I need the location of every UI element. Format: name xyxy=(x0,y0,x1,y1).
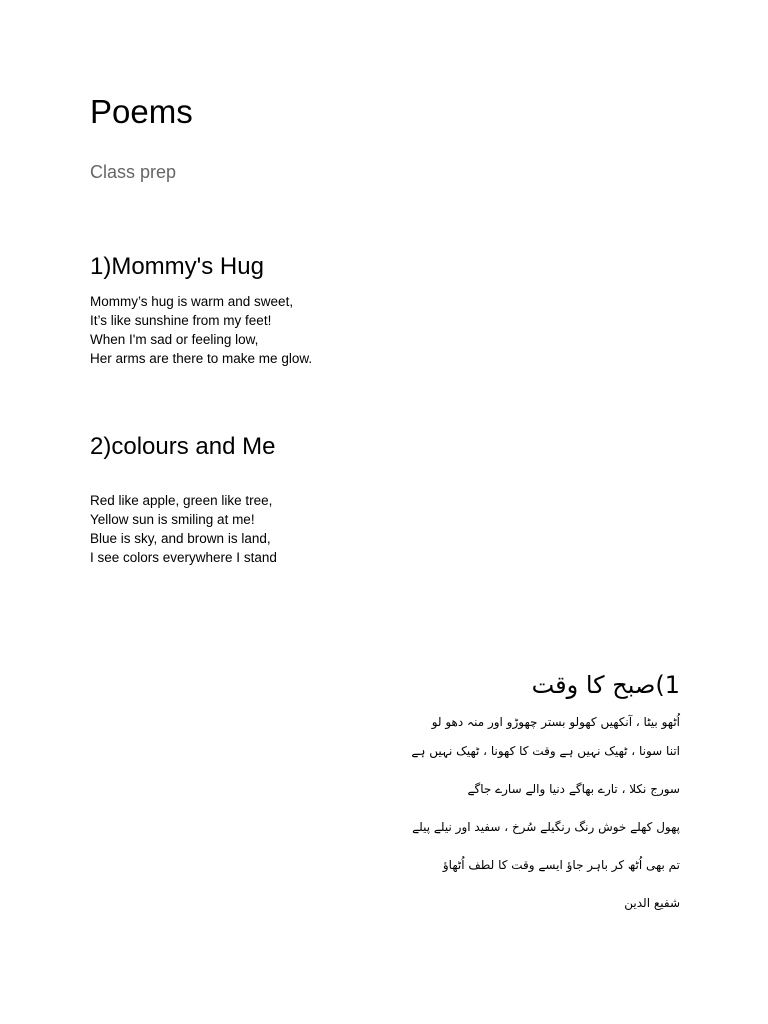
urdu-poem-line: پھول کھلے خوش رنگ رنگیلے سُرخ ، سفید اور نیلے پیلے xyxy=(412,820,680,834)
poem-line: Red like apple, green like tree, xyxy=(90,493,273,508)
poem-line: It’s like sunshine from my feet! xyxy=(90,313,272,328)
poem-line: Her arms are there to make me glow. xyxy=(90,351,313,366)
urdu-poem-author: شفیع الدین xyxy=(624,896,680,910)
urdu-poem-line: اتنا سونا ، ٹھیک نہیں ہے وقت کا کھونا ، ٹھیک نہیں ہے xyxy=(411,744,680,758)
urdu-poem-line: تم بھی اُٹھ کر باہر جاؤ ایسے وقت کا لطف اُٹھاؤ xyxy=(442,858,680,872)
document-subtitle: Class prep xyxy=(90,162,177,182)
urdu-poem xyxy=(280,668,680,922)
document-title: Poems xyxy=(90,93,193,130)
poem-heading-mommys-hug: 1)Mommy's Hug xyxy=(90,253,264,280)
urdu-poem-line: اُٹھو بیٹا ، آنکھیں کھولو بستر چھوڑو اور منہ دھو لو xyxy=(431,715,680,729)
urdu-poem-line: سورج نکلا ، تارے بھاگے دنیا والے سارے جاگے xyxy=(467,782,680,796)
urdu-poem-heading: 1)صبح کا وقت xyxy=(531,671,680,699)
poem-line: Blue is sky, and brown is land, xyxy=(90,531,271,546)
poem-line: When I'm sad or feeling low, xyxy=(90,332,259,347)
poem-heading-colours-and-me: 2)colours and Me xyxy=(90,433,276,460)
poem-line: Mommy’s hug is warm and sweet, xyxy=(90,294,294,309)
poem-body-colours-and-me xyxy=(90,491,277,567)
poem-body-mommys-hug xyxy=(90,292,312,368)
poem-line: Yellow sun is smiling at me! xyxy=(90,512,255,527)
poem-line: I see colors everywhere I stand xyxy=(90,550,277,565)
